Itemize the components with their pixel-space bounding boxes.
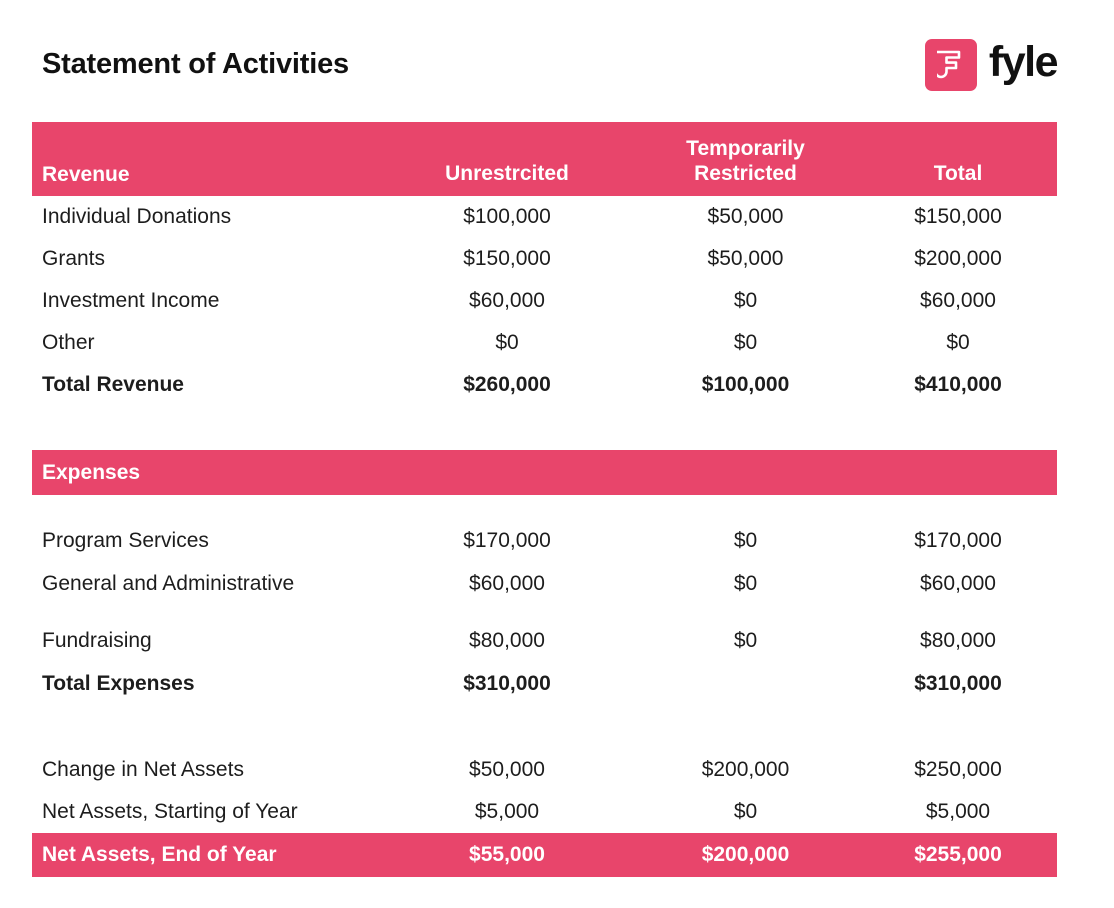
cell-temporarily-restricted: $0 — [733, 528, 758, 552]
cell-total: $310,000 — [914, 671, 1002, 695]
table-header-row — [32, 122, 1057, 196]
table-row — [32, 749, 1057, 791]
column-header-restricted: Restricted — [694, 162, 797, 186]
row-label: Net Assets, End of Year — [42, 843, 277, 866]
row-label: Grants — [42, 247, 106, 270]
cell-total: $170,000 — [914, 528, 1002, 552]
cell-unrestricted: $60,000 — [469, 289, 545, 312]
column-header-temporarily: Temporarily — [686, 137, 805, 161]
cell-total: $0 — [946, 331, 970, 354]
cell-temporarily-restricted: $0 — [733, 571, 758, 595]
section-spacer — [32, 705, 1057, 749]
cell-temporarily-restricted: $100,000 — [701, 373, 790, 396]
cell-unrestricted: $170,000 — [463, 528, 551, 552]
cell-temporarily-restricted: $50,000 — [707, 247, 784, 270]
cell-unrestricted: $150,000 — [463, 247, 551, 270]
column-header-unrestricted: Unrestrcited — [445, 162, 569, 186]
table-row — [32, 619, 1057, 662]
cell-total: $150,000 — [914, 205, 1002, 228]
cell-total: $255,000 — [914, 843, 1002, 866]
cell-total: $60,000 — [920, 571, 996, 595]
after-section-spacer — [32, 495, 1057, 519]
row-label: Individual Donations — [42, 205, 232, 228]
row-label: Change in Net Assets — [42, 758, 244, 781]
table-row — [32, 519, 1057, 562]
column-header-total: Total — [933, 162, 983, 186]
cell-total: $250,000 — [914, 758, 1002, 781]
table-row — [32, 322, 1057, 364]
cell-unrestricted: $50,000 — [469, 758, 545, 781]
cell-temporarily-restricted: $0 — [733, 628, 758, 652]
section-header-expenses — [32, 450, 1057, 495]
cell-unrestricted: $60,000 — [469, 571, 545, 595]
row-label: Program Services — [42, 528, 209, 552]
table-row — [32, 562, 1057, 605]
fyle-wordmark: fyle — [988, 38, 1057, 86]
row-gap-spacer — [32, 605, 1057, 619]
column-header-revenue: Revenue — [42, 163, 130, 186]
cell-unrestricted: $55,000 — [469, 843, 545, 866]
cell-temporarily-restricted: $0 — [733, 800, 758, 823]
table-row — [32, 196, 1057, 238]
cell-total: $80,000 — [920, 628, 996, 652]
fyle-logo-mark-icon — [925, 39, 977, 91]
fyle-logo — [925, 39, 1057, 91]
cell-temporarily-restricted: $0 — [733, 331, 758, 354]
section-header-label: Expenses — [42, 460, 141, 484]
cell-total: $60,000 — [920, 289, 996, 312]
column-header-temporarily-restricted — [632, 137, 859, 187]
cell-total: $410,000 — [914, 373, 1002, 396]
cell-unrestricted: $100,000 — [463, 205, 551, 228]
page-title: Statement of Activities — [42, 48, 349, 81]
table-row-net-assets-end-of-year — [32, 833, 1057, 877]
row-label: Total Expenses — [42, 671, 195, 695]
cell-temporarily-restricted: $200,000 — [701, 843, 790, 866]
cell-unrestricted: $80,000 — [469, 628, 545, 652]
cell-total: $200,000 — [914, 247, 1002, 270]
table-row — [32, 238, 1057, 280]
table-row-total-revenue — [32, 364, 1057, 406]
row-label: Fundraising — [42, 628, 152, 652]
table-row — [32, 791, 1057, 833]
cell-temporarily-restricted: $0 — [733, 289, 758, 312]
table-row — [32, 280, 1057, 322]
row-label: Total Revenue — [42, 373, 184, 396]
section-spacer — [32, 406, 1057, 450]
row-label: Net Assets, Starting of Year — [42, 800, 298, 823]
row-label: General and Administrative — [42, 571, 295, 595]
cell-unrestricted: $5,000 — [474, 800, 540, 823]
statement-table — [32, 122, 1057, 877]
document-header — [42, 34, 1057, 96]
cell-total: $5,000 — [925, 800, 991, 823]
table-row-total-expenses — [32, 662, 1057, 705]
cell-unrestricted: $310,000 — [463, 671, 551, 695]
cell-temporarily-restricted: $200,000 — [701, 758, 790, 781]
cell-unrestricted: $0 — [495, 331, 519, 354]
row-label: Other — [42, 331, 95, 354]
cell-unrestricted: $260,000 — [463, 373, 551, 396]
row-label: Investment Income — [42, 289, 220, 312]
cell-temporarily-restricted: $50,000 — [707, 205, 784, 228]
